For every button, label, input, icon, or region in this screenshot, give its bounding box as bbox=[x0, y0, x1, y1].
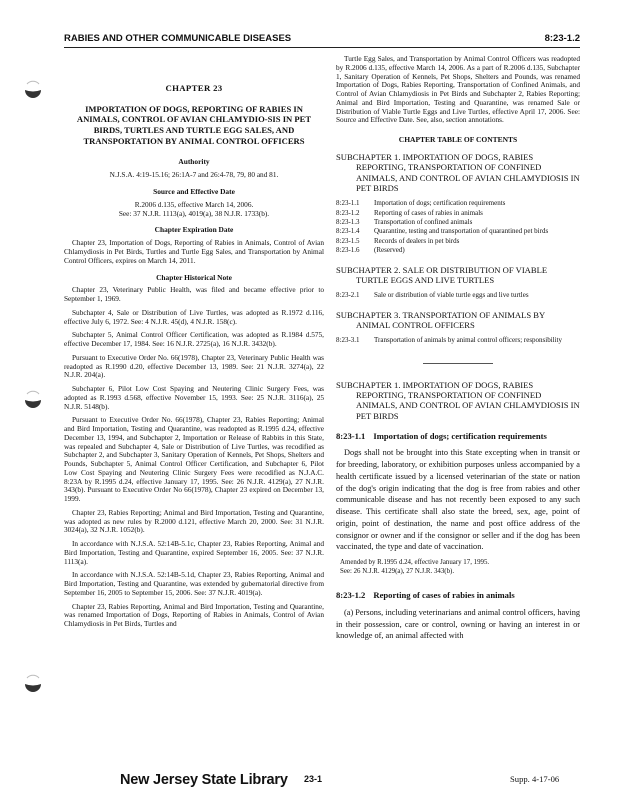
chapter-name: IMPORTATION OF DOGS, REPORTING OF RABIES IN ANIMALS, CONTROL OF AVIAN CHLAMYDIO-SIS IN PET BIRDS, TURTLES AND TURTLE EGG SALES, AND TRANSPORTATION BY ANIMAL CONTROL OFFICERS bbox=[76, 103, 312, 146]
header-section-number: 8:23-1.2 bbox=[544, 33, 580, 44]
toc-entry-title: (Reserved) bbox=[374, 246, 405, 255]
punch-hole-icon bbox=[22, 388, 44, 410]
expiration-text: Chapter 23, Importation of Dogs, Reporting of Rabies in Animals, Control of Avian Chlamydiosis in Pet Birds, Turtles and Turtle Egg Sales, and Transportation by Animal Control Officers, expires on March 14, 2011. bbox=[64, 238, 324, 265]
header-title: RABIES AND OTHER COMMUNICABLE DISEASES bbox=[64, 33, 292, 44]
toc-entry[interactable] bbox=[336, 336, 580, 344]
toc-entry-title: Sale or distribution of viable turtle eggs and live turtles bbox=[374, 291, 529, 300]
historical-note: Pursuant to Executive Order No. 66(1978), Chapter 23, Veterinary Public Health was readopted as R.1990 d.20, effective December 13, 1989. See: 21 N.J.R. 3274(a), 22 N.J.R. 204(a). bbox=[64, 352, 324, 380]
historical-note: Chapter 23, Rabies Reporting; Animal and Bird Importation, Testing and Quarantine, was adopted as new rules by R.2000 d.121, effective March 20, 2000. See: 31 N.J.R. 3024(a), 32 N.J.R. 1052(b). bbox=[64, 507, 324, 535]
section-title: Importation of dogs; certification requirements bbox=[373, 430, 547, 441]
toc-entry-number: 8:23-1.6 bbox=[336, 246, 360, 255]
historical-note: Chapter 23, Rabies Reporting, Animal and Bird Importation, Testing and Quarantine, was renamed Importation of Dogs, Reporting of Rabies in Animals, Control of Avian Chlamydiosis in Pet Birds, Turtles and bbox=[64, 601, 324, 629]
toc-entry-number: 8:23-3.1 bbox=[336, 336, 360, 345]
amendment-note-1: Amended by R.1995 d.24, effective January 17, 1995. bbox=[340, 559, 490, 567]
historical-note-heading: Chapter Historical Note bbox=[156, 272, 232, 282]
source-heading: Source and Effective Date bbox=[153, 187, 235, 197]
section-8-23-1-1-text: Dogs shall not be brought into this State excepting when in transit or for breeding, laboratory, or exhibition purposes unless accompanied by a health certificate issued by a licensed veterinarian of the state or nation of the dog's origin indicating that the dog is free from rabies and other communicable disease and has not recently been exposed to any such disease. This certificate shall also state the breed, sex, age, point of origin, point of destination, the name and post office address of the consignor or owner and if the consignor or seller and if the dog has been vaccinated, the type and date of vaccination. bbox=[336, 448, 580, 552]
punch-hole-icon bbox=[22, 672, 44, 694]
toc-entry[interactable] bbox=[336, 237, 580, 245]
toc-entry-title: Reporting of cases of rabies in animals bbox=[374, 208, 483, 217]
toc-entry-number: 8:23-1.3 bbox=[336, 218, 360, 227]
historical-note-continued: Turtle Egg Sales, and Transportation by Animal Control Officers was readopted by R.2006 d.135, effective March 14, 2006. As a part of R.2006 d.135, Subchapter 1, Sanitary Operation of Kennels, Pet Shops, Shelters and Pounds, was renamed Importation of Dogs, Rabies Reporting, Transportation of Confined Animals, and Control of Avian Chlamydiosis in Pet Birds and Subchapter 2, Rabies Reporting; Animal and Bird Importation, Testing and Quarantine, was renamed Sale or Distribution of Viable Turtle Eggs and Live Turtles, effective April 17, 2006. See: Source and Effective Date. See, also, section annotations. bbox=[336, 54, 580, 125]
divider bbox=[423, 363, 493, 364]
historical-note: In accordance with N.J.S.A. 52:14B-5.1c, Chapter 23, Rabies Reporting, Animal and Bird Importation, Testing and Quarantine, expired September 16, 2005. See: 37 N.J.R. 1113(a). bbox=[64, 539, 324, 566]
toc-entry-number: 8:23-1.4 bbox=[336, 227, 360, 236]
page-footer bbox=[0, 772, 618, 792]
toc-entry[interactable] bbox=[336, 227, 580, 235]
source-text-2: See: 37 N.J.R. 1113(a), 4019(a), 38 N.J.R. 1733(b). bbox=[118, 208, 270, 218]
section-number: 8:23-1.2 bbox=[336, 590, 366, 601]
page-number: 23-1 bbox=[304, 774, 323, 784]
historical-note: In accordance with N.J.S.A. 52:14B-5.1d, Chapter 23, Rabies Reporting, Animal and Bird Importation, Testing and Quarantine, was extended by gubernatorial directive from September 16, 2005 to September 15, 2006. See: 37 N.J.R. 4019(a). bbox=[64, 570, 324, 597]
historical-note: Subchapter 4, Sale or Distribution of Live Turtles, was adopted as R.1972 d.116, effective July 6, 1972. See: 4 N.J.R. 45(d), 4 N.J.R. 158(c). bbox=[64, 307, 324, 326]
section-number: 8:23-1.1 bbox=[336, 430, 366, 441]
historical-note: Pursuant to Executive Order No. 66(1978), Chapter 23, Rabies Reporting; Animal and Bird Importation, Testing and Quarantine, was readopted as R.1995 d.24, effective December 13, 1994, and Subchapter 2, Importation or Release of Rabbits in this State, was repealed and Subchapter 4, Sale or Distribution of Live Turtles, was recodified as Subchapter 2, and Subchapter 3, Sanitary Operation of Kennels, Pet Shops, Shelters and Pounds, Subchapter 5, Animal Control Officer Certification, and Subchapter 6, Pilot Low Cost Spaying and Neutering Clinic Surgery Fees were recodified as N.J.A.C. 8:23A by R.1995 d.24, effective January 17, 1995. See: 26 N.J.R. 4129(a), 27 N.J.R. 343(b). Pursuant to Executive Order No 66(1978), Chapter 23 expired on December 13, 1999. bbox=[64, 415, 324, 504]
toc-entry-number: 8:23-2.1 bbox=[336, 291, 360, 300]
amendment-note-2: See: 26 N.J.R. 4129(a), 27 N.J.R. 343(b). bbox=[340, 567, 455, 575]
toc-subchapter-3: SUBCHAPTER 3. TRANSPORTATION OF ANIMALS BY ANIMAL CONTROL OFFICERS bbox=[336, 309, 545, 330]
toc-entry-title: Importation of dogs; certification requirements bbox=[374, 199, 506, 208]
expiration-heading: Chapter Expiration Date bbox=[154, 225, 234, 235]
toc-entry-number: 8:23-1.1 bbox=[336, 199, 360, 208]
toc-heading: CHAPTER TABLE OF CONTENTS bbox=[398, 135, 518, 144]
right-column bbox=[336, 55, 580, 647]
section-8-23-1-2-text: (a) Persons, including veterinarians and animal control officers, having in their possession, care or control, owning or having an interest in or knowledge of, an animal affected with bbox=[336, 607, 580, 641]
toc-entry-title: Transportation of animals by animal control officers; responsibility bbox=[374, 336, 562, 345]
section-8-23-1-1-heading bbox=[336, 431, 580, 441]
library-logo-text: New Jersey State Library bbox=[120, 772, 288, 788]
toc-entry-title: Transportation of confined animals bbox=[374, 218, 473, 227]
subchapter-1-heading: SUBCHAPTER 1. IMPORTATION OF DOGS, RABIES REPORTING, TRANSPORTATION OF CONFINED ANIMALS, AND CONTROL OF AVIAN CHLAMYDIOSIS IN PET BIRDS bbox=[336, 379, 580, 421]
toc-entry[interactable] bbox=[336, 209, 580, 217]
toc-list-1 bbox=[336, 199, 580, 254]
authority-text: N.J.S.A. 4:19-15.16; 26:1A-7 and 26:4-78, 79, 80 and 81. bbox=[109, 170, 279, 180]
historical-note: Subchapter 6, Pilot Low Cost Spaying and Neutering Clinic Surgery Fees, was adopted as R.1993 d.568, effective November 15, 1993. See: 25 N.J.R. 3116(a), 25 N.J.R. 5148(b). bbox=[64, 384, 324, 411]
section-8-23-1-2-heading bbox=[336, 590, 580, 600]
historical-note: Chapter 23, Veterinary Public Health, was filed and became effective prior to September 1, 1969. bbox=[64, 285, 324, 304]
historical-note: Subchapter 5, Animal Control Officer Certification, was adopted as R.1984 d.575, effective December 17, 1984. See: 16 N.J.R. 2725(a), 16 N.J.R. 3432(b). bbox=[64, 330, 324, 349]
toc-entry[interactable] bbox=[336, 218, 580, 226]
toc-entry[interactable] bbox=[336, 199, 580, 207]
toc-entry[interactable] bbox=[336, 246, 580, 254]
toc-entry-number: 8:23-1.2 bbox=[336, 208, 360, 217]
left-column bbox=[64, 55, 324, 634]
running-header bbox=[64, 33, 580, 48]
source-text-1: R.2006 d.135, effective March 14, 2006. bbox=[134, 199, 254, 209]
supplement-date: Supp. 4-17-06 bbox=[510, 774, 560, 784]
section-title: Reporting of cases of rabies in animals bbox=[373, 590, 515, 601]
toc-entry-title: Records of dealers in pet birds bbox=[374, 236, 460, 245]
authority-heading: Authority bbox=[178, 157, 210, 167]
toc-entry-number: 8:23-1.5 bbox=[336, 236, 360, 245]
toc-subchapter-2: SUBCHAPTER 2. SALE OR DISTRIBUTION OF VIABLE TURTLE EGGS AND LIVE TURTLES bbox=[336, 264, 548, 285]
toc-entry-title: Quarantine, testing and transportation of quarantined pet birds bbox=[374, 227, 549, 236]
punch-hole-icon bbox=[22, 78, 44, 100]
toc-entry[interactable] bbox=[336, 291, 580, 299]
chapter-title: CHAPTER 23 bbox=[165, 83, 223, 93]
toc-subchapter-1: SUBCHAPTER 1. IMPORTATION OF DOGS, RABIES REPORTING, TRANSPORTATION OF CONFINED ANIMALS, AND CONTROL OF AVIAN CHLAMYDIOSIS IN PET BIRDS bbox=[336, 152, 580, 193]
